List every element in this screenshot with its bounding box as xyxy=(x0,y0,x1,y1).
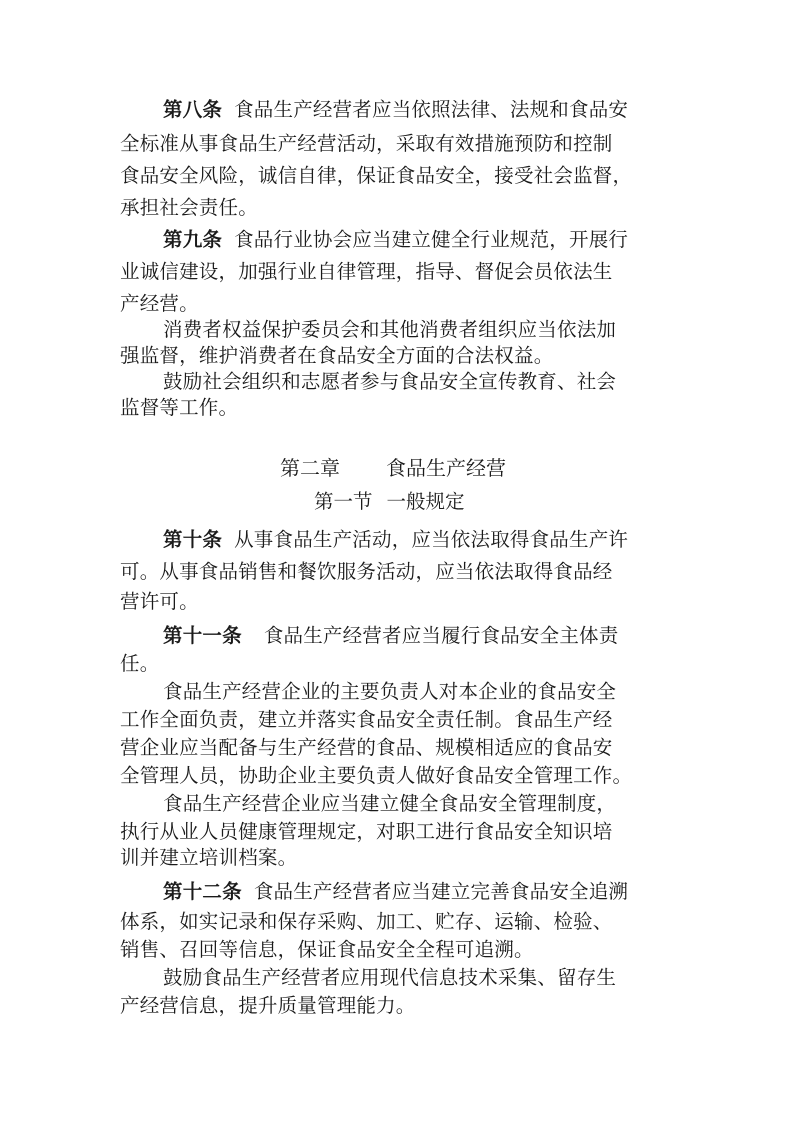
article-10-line-1: 第十条 从事食品生产活动，应当依法取得食品生产许 xyxy=(163,528,629,551)
article-9-line-1: 第九条 食品行业协会应当建立健全行业规范，开展行 xyxy=(163,228,629,251)
article-12-line-2: 体系，如实记录和保存采购、加工、贮存、运输、检验、 xyxy=(120,910,613,933)
article-8-line-1: 第八条 食品生产经营者应当依照法律、法规和食品安 xyxy=(163,98,629,121)
article-9-p2-line-2: 强监督，维护消费者在食品安全方面的合法权益。 xyxy=(120,344,554,367)
article-11-p2-line-1: 食品生产经营企业的主要负责人对本企业的食品安全 xyxy=(163,680,617,703)
chapter-number: 第二章 xyxy=(280,456,340,480)
article-9-p3-line-1: 鼓励社会组织和志愿者参与食品安全宣传教育、社会 xyxy=(163,370,617,393)
article-11-p2-line-2: 工作全面负责，建立并落实食品安全责任制。食品生产经 xyxy=(120,708,613,731)
chapter-heading xyxy=(280,456,506,480)
section-number: 第一节 xyxy=(314,490,373,513)
article-11-line-1: 第十一条 食品生产经营者应当履行食品安全主体责 xyxy=(163,624,619,647)
article-11-p3-line-1: 食品生产经营企业应当建立健全食品安全管理制度， xyxy=(163,792,617,815)
article-10-label: 第十条 xyxy=(163,528,223,551)
article-11-p3-line-3: 训并建立培训档案。 xyxy=(120,846,298,869)
article-9-line-2: 业诚信建设，加强行业自律管理，指导、督促会员依法生 xyxy=(120,260,613,283)
article-10-line-2: 可。从事食品销售和餐饮服务活动，应当依法取得食品经 xyxy=(120,560,613,583)
article-8-line-2: 全标准从事食品生产经营活动，采取有效措施预防和控制 xyxy=(120,132,613,155)
article-9-label: 第九条 xyxy=(163,228,223,251)
article-8-line-4: 承担社会责任。 xyxy=(120,196,258,219)
article-12-line-1: 第十二条 食品生产经营者应当建立完善食品安全追溯 xyxy=(163,880,629,903)
article-11-line-2: 任。 xyxy=(120,652,160,675)
article-9-line-3: 产经营。 xyxy=(120,292,199,315)
article-9-p2-line-1: 消费者权益保护委员会和其他消费者组织应当依法加 xyxy=(163,318,617,341)
chapter-title: 食品生产经营 xyxy=(386,456,506,480)
article-11-p3-line-2: 执行从业人员健康管理规定，对职工进行食品安全知识培 xyxy=(120,820,613,843)
article-12-label: 第十二条 xyxy=(163,880,242,903)
article-8-line-3: 食品安全风险，诚信自律，保证食品安全，接受社会监督， xyxy=(120,164,633,187)
article-11-p2-line-3: 营企业应当配备与生产经营的食品、规模相适应的食品安 xyxy=(120,736,613,759)
article-12-p2-line-2: 产经营信息，提升质量管理能力。 xyxy=(120,994,416,1017)
article-12-line-3: 销售、召回等信息，保证食品安全全程可追溯。 xyxy=(120,938,534,961)
article-11-p2-line-4: 全管理人员，协助企业主要负责人做好食品安全管理工作。 xyxy=(120,764,633,787)
article-8-label: 第八条 xyxy=(163,98,223,121)
article-11-label: 第十一条 xyxy=(163,624,242,647)
section-heading xyxy=(314,490,465,514)
article-10-line-3: 营许可。 xyxy=(120,590,199,613)
section-title: 一般规定 xyxy=(386,490,465,513)
article-12-p2-line-1: 鼓励食品生产经营者应用现代信息技术采集、留存生 xyxy=(163,966,617,989)
article-9-p3-line-2: 监督等工作。 xyxy=(120,396,239,419)
